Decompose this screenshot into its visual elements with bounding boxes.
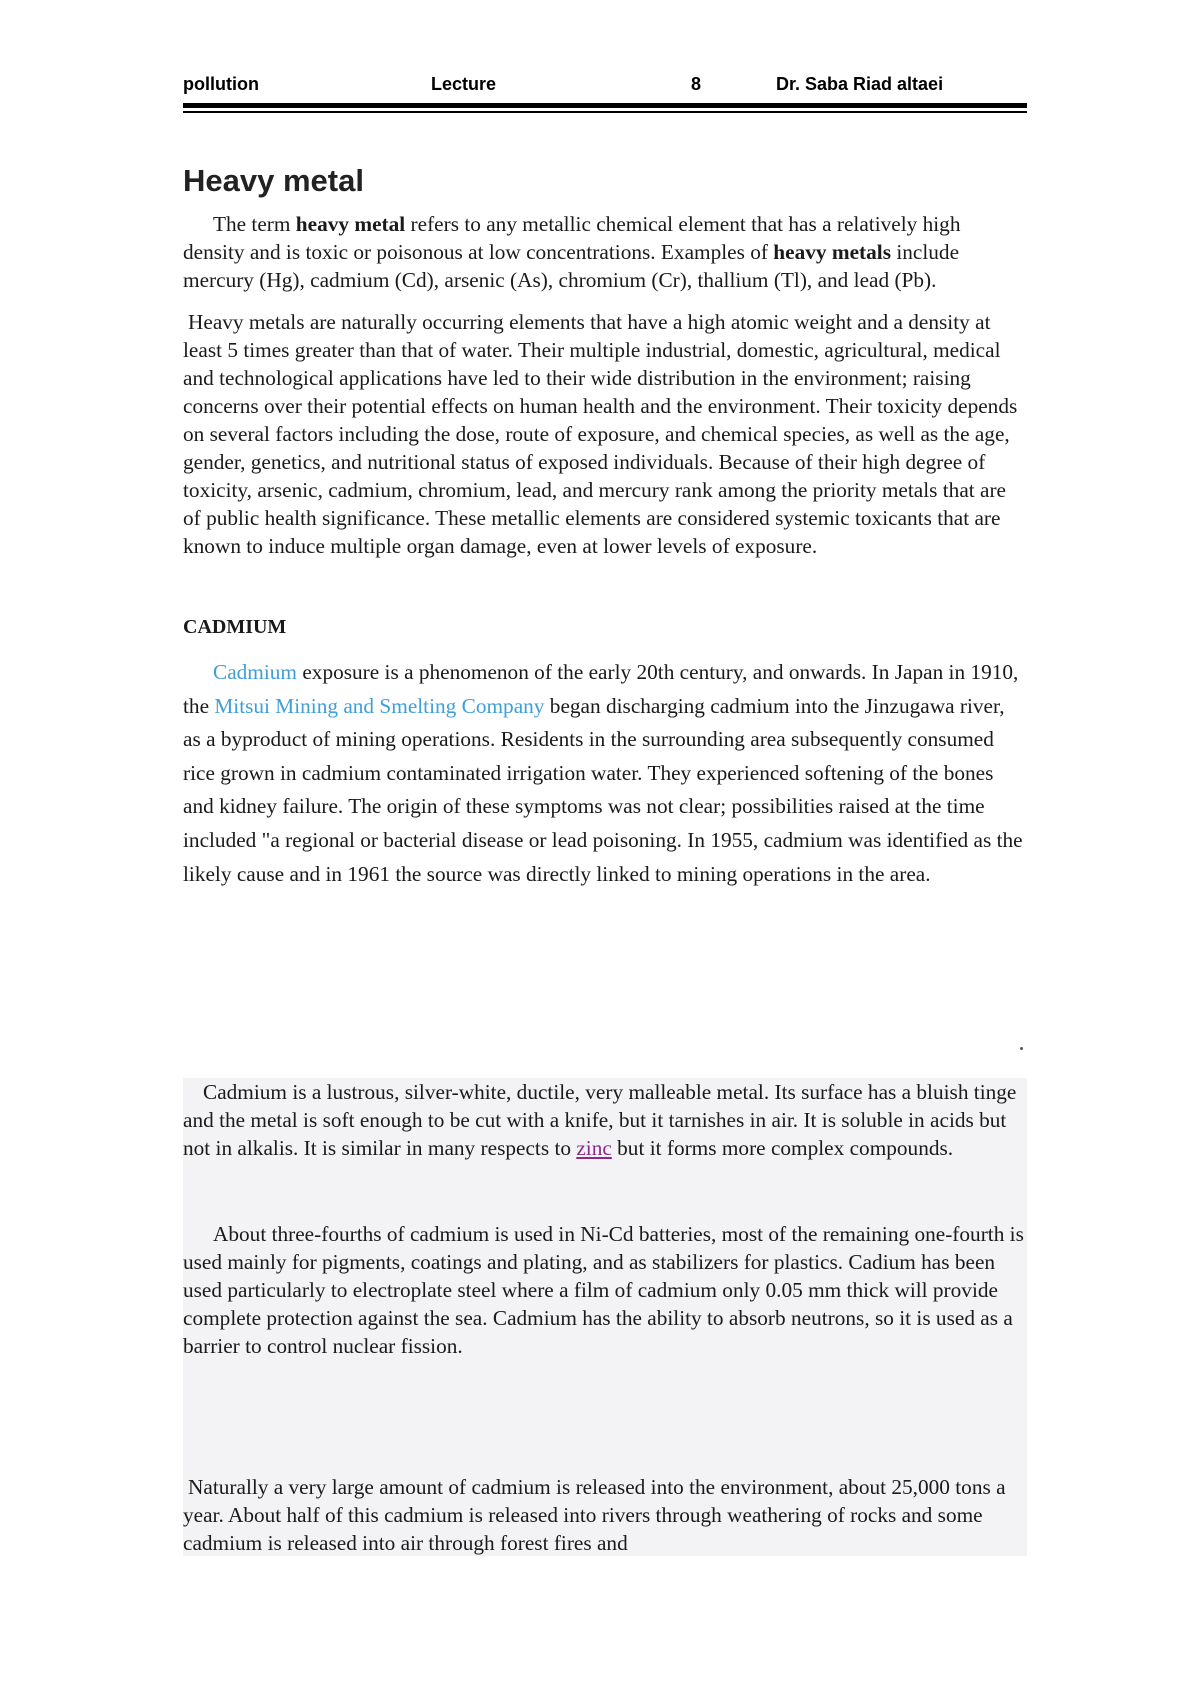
header-lecture: Lecture xyxy=(431,74,497,94)
zinc-link[interactable]: zinc xyxy=(576,1136,612,1160)
intro-paragraph-1 xyxy=(183,210,1027,294)
intro-paragraph-2: Heavy metals are naturally occurring elements that have a high atomic weight and a density at least 5 times greater than that of water. Their multiple industrial, domestic, agricultural, medical and technological applications have led to their wide distribution in the environment; raising concerns over their potential effects on human health and the environment. Their toxicity depends on several factors including the dose, route of exposure, and chemical species, as well as the age, gender, genetics, and nutritional status of exposed individuals. Because of their high degree of toxicity, arsenic, cadmium, chromium, lead, and mercury rank among the priority metals that are of public health significance. These metallic elements are considered systemic toxicants that are known to induce multiple organ damage, even at lower levels of exposure. xyxy=(183,310,1018,558)
mitsui-company-link[interactable]: Mitsui Mining and Smelting Company xyxy=(214,693,545,718)
cadmium-history-paragraph xyxy=(183,656,1027,891)
document-body xyxy=(183,160,1027,891)
cadmium-link[interactable]: Cadmium xyxy=(213,660,298,684)
page-title: Heavy metal xyxy=(183,163,364,198)
shaded-text-box xyxy=(183,1078,1027,1556)
text-run: but it forms more complex compounds. xyxy=(611,1136,954,1160)
header-subject: pollution xyxy=(183,74,259,94)
text-run: The term xyxy=(213,212,296,236)
bold-term: heavy metals xyxy=(773,240,892,264)
header-author: Dr. Saba Riad altaei xyxy=(776,74,944,94)
text-run: refers to any metallic chemical element that has a relatively high density and is toxic or poisonous at low concentrations. Examples of xyxy=(183,212,961,264)
section-heading-cadmium: CADMIUM xyxy=(183,616,287,638)
header-rule-thick xyxy=(183,103,1027,108)
text-run: began discharging cadmium into the Jinzugawa river, as a byproduct of mining operations. Residents in the surrounding area subsequently consumed rice grown in cadmium contaminated irrigation water. They experienced softening of the bones and kidney failure. The origin of these symptoms was not clear; possibilities raised at the time included "a regional or bacterial disease or lead poisoning. In 1955, cadmium was identified as the likely cause and in 1961 the source was directly linked to mining operations in the area. xyxy=(183,693,1023,886)
page-header xyxy=(183,74,1027,98)
stray-dot xyxy=(1020,1047,1023,1050)
cadmium-properties-paragraph xyxy=(183,1078,1027,1162)
cadmium-uses-paragraph: About three-fourths of cadmium is used in Ni-Cd batteries, most of the remaining one-fourth is used mainly for pigments, coatings and plating, and as stabilizers for plastics. Cadium has been used particularly to electroplate steel where a film of cadmium only 0.05 mm thick will provide complete protection against the sea. Cadmium has the ability to absorb neutrons, so it is used as a barrier to control nuclear fission. xyxy=(183,1222,1024,1358)
text-run: include mercury (Hg), cadmium (Cd), arsenic (As), chromium (Cr), thallium (Tl), and lead (Pb). xyxy=(183,240,960,292)
bold-term: heavy metal xyxy=(295,212,406,236)
header-lecture-number: 8 xyxy=(691,74,702,94)
text-run: exposure is a phenomenon of the early 20th century, and onwards. In Japan in 1910, the xyxy=(183,660,1019,718)
cadmium-release-paragraph: Naturally a very large amount of cadmium is released into the environment, about 25,000 tons a year. About half of this cadmium is released into rivers through weathering of rocks and some cadmium is released into air through forest fires and xyxy=(183,1475,1006,1555)
text-run: Cadmium is a lustrous, silver-white, ductile, very malleable metal. Its surface has a bluish tinge and the metal is soft enough to be cut with a knife, but it tarnishes in air. It is soluble in acids but not in alkalis. It is similar in many respects to xyxy=(183,1080,1017,1160)
header-rule-thin xyxy=(183,111,1027,113)
